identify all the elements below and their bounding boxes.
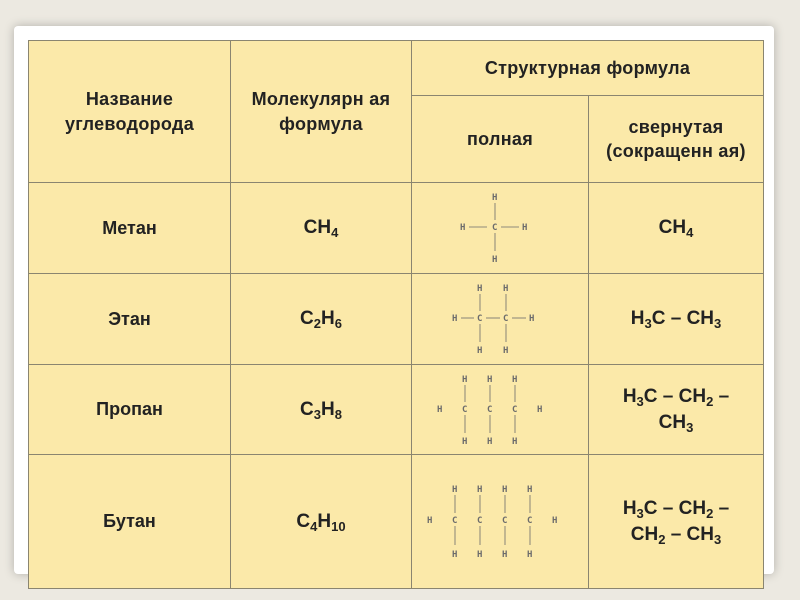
table-row <box>29 274 764 365</box>
header-name: Название углеводорода <box>29 41 231 183</box>
atom-c: C <box>512 404 518 415</box>
atom-c: C <box>487 404 493 415</box>
structural-formula-propane <box>435 372 565 448</box>
atom-h: H <box>487 436 493 447</box>
atom-h: H <box>492 255 498 265</box>
atom-h: H <box>487 374 493 385</box>
atom-h: H <box>503 346 509 356</box>
atom-h: H <box>502 484 508 495</box>
molecular-ethane: $C_2H_6$ <box>231 274 412 365</box>
structure-ethane <box>412 274 589 365</box>
condensed-propane: $H_3C - CH_2$ – $CH_3$ <box>589 365 764 455</box>
atom-h: H <box>477 484 483 495</box>
atom-h: H <box>452 484 458 495</box>
atom-h: H <box>477 549 483 560</box>
atom-h: H <box>477 346 483 356</box>
structure-propane <box>412 365 589 455</box>
atom-c: C <box>527 515 533 526</box>
hydrocarbons-table <box>28 40 764 589</box>
atom-h: H <box>452 314 458 324</box>
molecular-butane: $C_4H_{10}$ <box>231 455 412 589</box>
structural-formula-methane <box>455 190 545 266</box>
name-ethane: Этан <box>29 274 231 365</box>
structural-formula-ethane <box>450 281 550 357</box>
header-condensed: свернутая (сокращенн ая) <box>589 96 764 183</box>
atom-h: H <box>537 404 543 415</box>
atom-c: C <box>502 515 508 526</box>
atom-c: C <box>462 404 468 415</box>
atom-h: H <box>512 374 518 385</box>
table-row <box>29 365 764 455</box>
name-methane: Метан <box>29 183 231 274</box>
atom-h: H <box>462 374 468 385</box>
table-row <box>29 183 764 274</box>
atom-h: H <box>527 484 533 495</box>
atom-h: H <box>437 404 443 415</box>
molecular-propane: $C_3H_8$ <box>231 365 412 455</box>
atom-c: C <box>477 515 483 526</box>
atom-c: C <box>492 223 498 233</box>
condensed-methane: $CH_4$ <box>589 183 764 274</box>
atom-h: H <box>492 193 498 203</box>
condensed-butane: $H_3C - CH_2$ – $CH_2 - CH_3$ <box>589 455 764 589</box>
atom-c: C <box>503 314 509 324</box>
atom-h: H <box>502 549 508 560</box>
atom-h: H <box>529 314 535 324</box>
atom-h: H <box>512 436 518 447</box>
atom-h: H <box>452 549 458 560</box>
structure-butane <box>412 455 589 589</box>
atom-h: H <box>460 223 466 233</box>
header-full: полная <box>412 96 589 183</box>
atom-h: H <box>552 515 558 526</box>
table-row <box>29 455 764 589</box>
name-propane: Пропан <box>29 365 231 455</box>
structural-formula-butane <box>425 482 575 562</box>
atom-h: H <box>427 515 433 526</box>
name-butane: Бутан <box>29 455 231 589</box>
atom-h: H <box>477 284 483 294</box>
header-structural: Структурная формула <box>412 41 764 96</box>
atom-h: H <box>522 223 528 233</box>
atom-c: C <box>452 515 458 526</box>
molecular-methane: $CH_4$ <box>231 183 412 274</box>
condensed-ethane: $H_3C - CH_3$ <box>589 274 764 365</box>
atom-h: H <box>503 284 509 294</box>
atom-c: C <box>477 314 483 324</box>
atom-h: H <box>527 549 533 560</box>
header-molecular: Молекулярн ая формула <box>231 41 412 183</box>
atom-h: H <box>462 436 468 447</box>
structure-methane <box>412 183 589 274</box>
